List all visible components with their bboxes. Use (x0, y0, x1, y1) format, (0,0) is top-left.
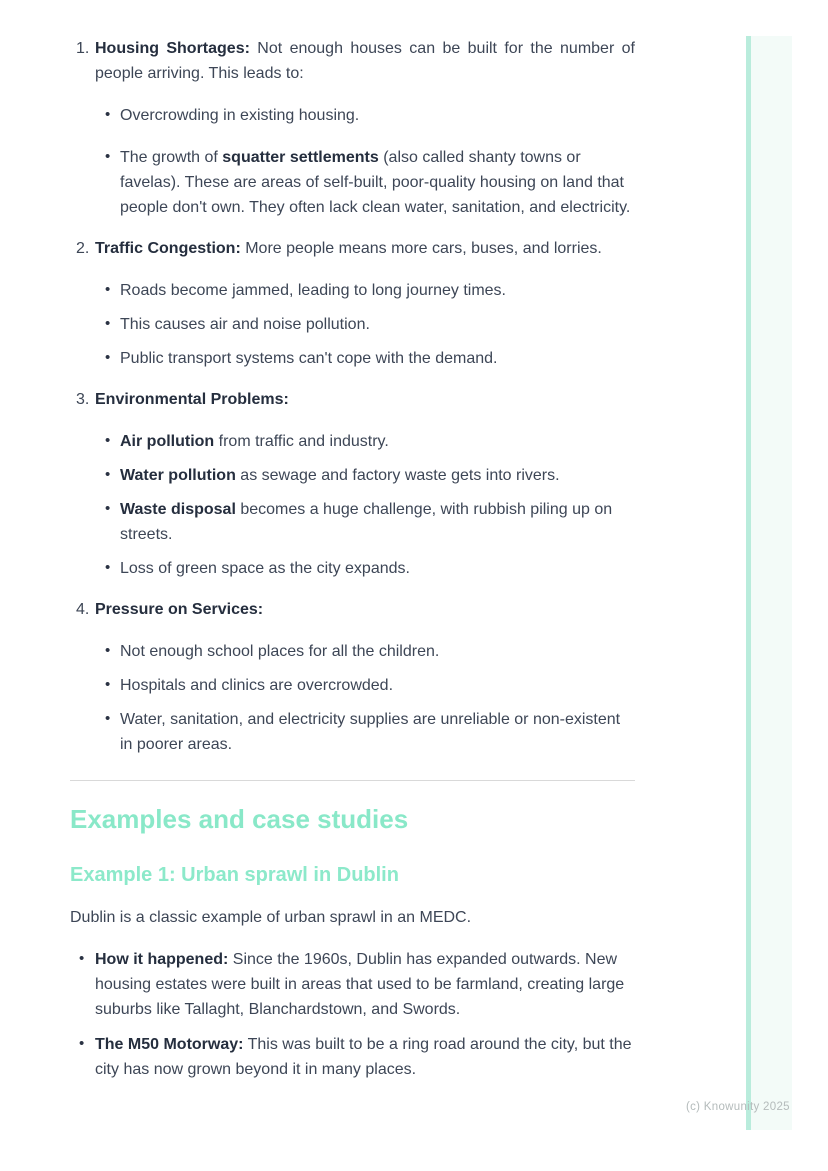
item-lead-paragraph (95, 597, 635, 622)
bullet-icon: • (105, 642, 111, 659)
bullet-icon: • (105, 349, 111, 366)
bullet-bold-text: squatter settlements (222, 149, 379, 166)
item-lead-text: Not enough houses can be built for the number of people arriving. This leads to: (95, 40, 635, 82)
numbered-item-traffic-congestion (70, 236, 635, 371)
item-lead-bold: Traffic Congestion: (95, 240, 241, 257)
bullet-icon: • (105, 466, 111, 483)
item-lead-text: More people means more cars, buses, and lorries. (240, 240, 602, 257)
item-lead-bold: Environmental Problems: (95, 391, 289, 408)
item-number: 3. (76, 391, 90, 408)
bullet-bold-text: Waste disposal (120, 501, 236, 518)
item-number: 2. (76, 240, 90, 257)
list-item (95, 103, 635, 128)
list-item (95, 556, 635, 581)
bullet-icon: • (105, 710, 111, 727)
intro-paragraph: Dublin is a classic example of urban sprawl in an MEDC. (70, 909, 472, 926)
list-item (95, 639, 635, 664)
list-item (95, 145, 635, 220)
bullet-icon: • (105, 315, 111, 332)
section-divider (70, 780, 635, 781)
list-item (95, 463, 635, 488)
bullet-text: Roads become jammed, leading to long journey times. (120, 282, 506, 299)
bullet-text: Water, sanitation, and electricity supplies are unreliable or non-existent in poorer areas. (120, 711, 621, 753)
bullet-text: This causes air and noise pollution. (120, 316, 370, 333)
item-lead-bold: Housing Shortages: (95, 40, 250, 57)
bullet-text: The growth of (120, 149, 223, 166)
bullet-icon: • (105, 432, 111, 449)
list-item (95, 707, 635, 757)
list-item (70, 947, 635, 1022)
list-item (95, 312, 635, 337)
bullet-icon: • (105, 676, 111, 693)
watermark: (c) Knowunity 2025 (686, 1101, 790, 1113)
page-edge-accent-panel (751, 36, 792, 1130)
bullet-text: from traffic and industry. (214, 433, 389, 450)
bullet-bold-text: The M50 Motorway: (95, 1036, 244, 1053)
item-lead-bold: Pressure on Services: (95, 601, 264, 618)
numbered-item-pressure-on-services (70, 597, 635, 757)
subsection-heading: Example 1: Urban sprawl in Dublin (70, 864, 399, 886)
bullet-text: Public transport systems can't cope with the demand. (120, 350, 498, 367)
document-content (70, 36, 635, 1082)
item-lead-paragraph (95, 36, 635, 86)
item-number: 4. (76, 601, 90, 618)
bullet-bold-text: Air pollution (120, 433, 215, 450)
section-heading: Examples and case studies (70, 804, 409, 834)
bullet-text: as sewage and factory waste gets into rivers. (235, 467, 560, 484)
bullet-text: This was built to be a ring road around the city, but the city has now grown beyond it in many places. (95, 1036, 632, 1078)
bullet-icon: • (105, 559, 111, 576)
bullet-icon: • (105, 148, 111, 165)
sub-bullet-list (95, 103, 635, 220)
bullet-bold-text: How it happened: (95, 951, 229, 968)
list-item (70, 1032, 635, 1082)
item-lead-paragraph (95, 236, 635, 261)
numbered-item-environmental-problems (70, 387, 635, 581)
sub-bullet-list (95, 429, 635, 581)
bullet-icon: • (79, 950, 85, 967)
bullet-icon: • (105, 500, 111, 517)
list-item (95, 429, 635, 454)
bullet-text: Since the 1960s, Dublin has expanded outwards. New housing estates were built in areas that used to be farmland, creating large suburbs like Tallaght, Blanchardstown, and Swords. (95, 951, 625, 1018)
bullet-text: Overcrowding in existing housing. (120, 107, 360, 124)
numbered-item-housing-shortages (70, 36, 635, 220)
list-item (95, 278, 635, 303)
bullet-icon: • (105, 281, 111, 298)
bullet-text: (also called shanty towns or favelas). These are areas of self-built, poor-quality housing on land that people don't own. They often lack clean water, sanitation, and electricity. (120, 149, 631, 216)
bullet-text: Hospitals and clinics are overcrowded. (120, 677, 394, 694)
bullet-icon: • (105, 106, 111, 123)
list-item (95, 346, 635, 371)
example-bullet-list (70, 947, 635, 1082)
list-item (95, 673, 635, 698)
item-number: 1. (76, 40, 90, 57)
sub-bullet-list (95, 639, 635, 757)
bullet-text: Loss of green space as the city expands. (120, 560, 410, 577)
item-lead-paragraph (95, 387, 635, 412)
list-item (95, 497, 635, 547)
bullet-text: becomes a huge challenge, with rubbish piling up on streets. (120, 501, 613, 543)
bullet-icon: • (79, 1035, 85, 1052)
bullet-bold-text: Water pollution (120, 467, 236, 484)
sub-bullet-list (95, 278, 635, 371)
bullet-text: Not enough school places for all the children. (120, 643, 440, 660)
